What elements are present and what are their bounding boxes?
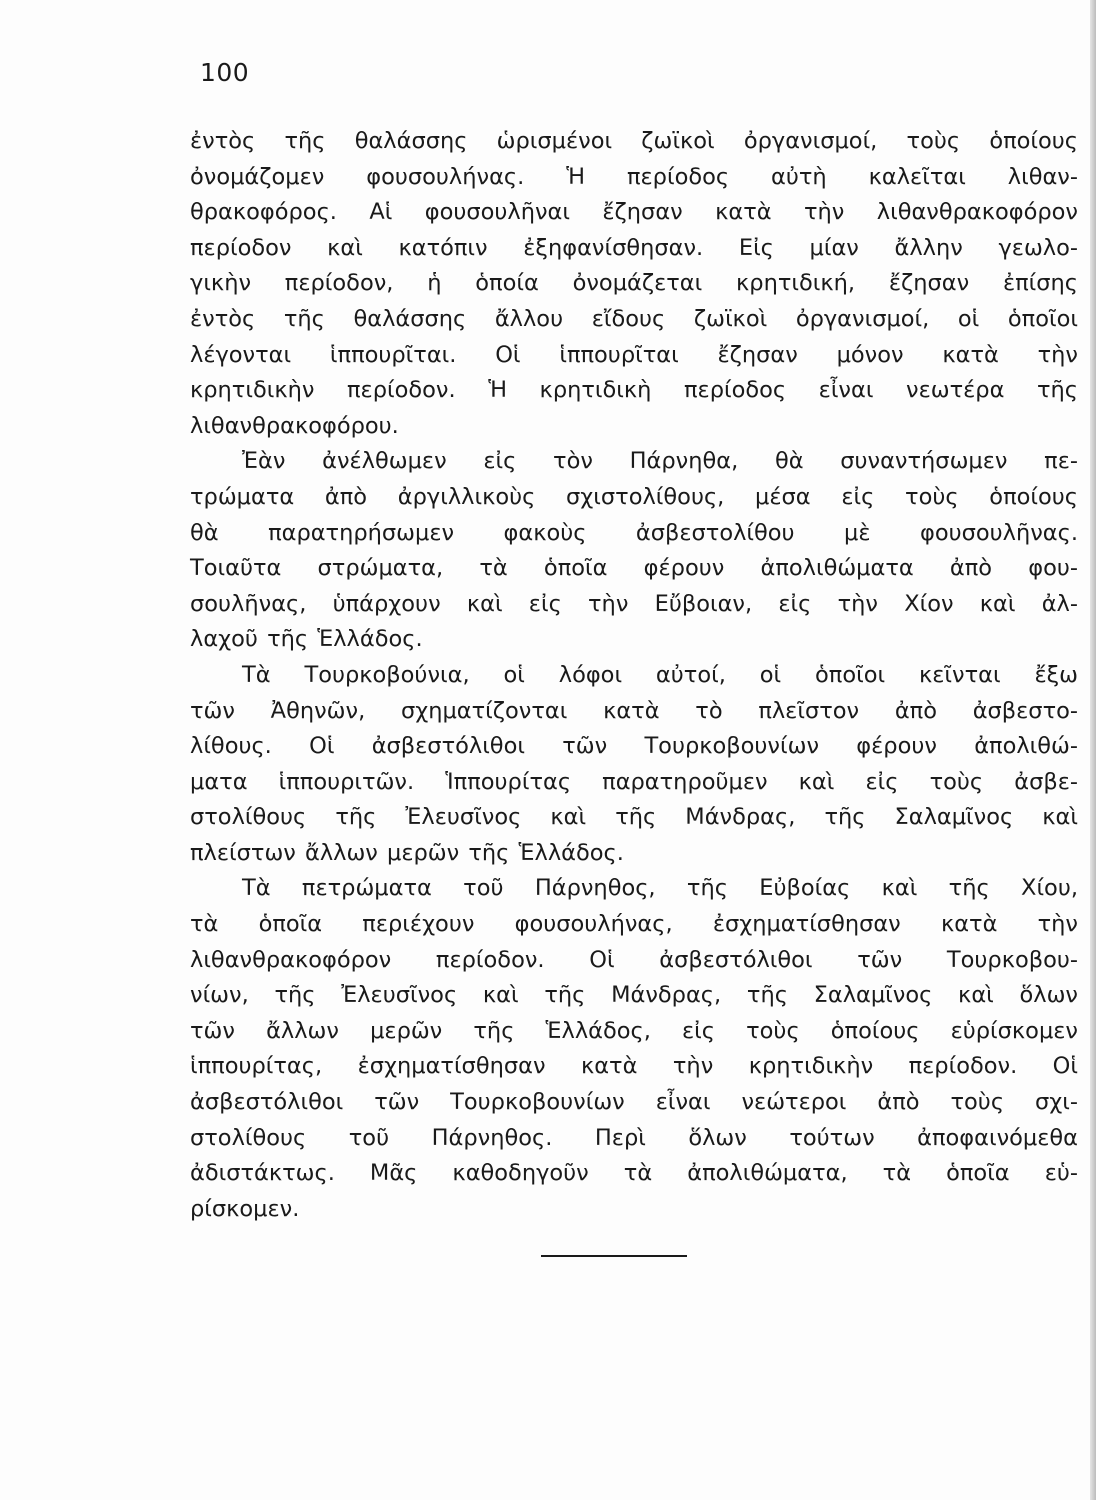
text-line: ἀσβεστόλιθοι τῶν Τουρκοβουνίων εἶναι νεώτεροι ἀπὸ τοὺς σχι- bbox=[190, 1089, 1078, 1116]
text-line: ματα ἱππουριτῶν. Ἱππουρίτας παρατηροῦμεν καὶ εἰς τοὺς ἀσβε- bbox=[190, 768, 1078, 795]
text-line: λίθους. Οἱ ἀσβεστόλιθοι τῶν Τουρκοβουνίων φέρουν ἀπολιθώ- bbox=[190, 733, 1078, 760]
text-line: Τοιαῦτα στρώματα, τὰ ὁποῖα φέρουν ἀπολιθώματα ἀπὸ φου- bbox=[190, 555, 1078, 582]
body-text bbox=[190, 124, 1078, 1227]
text-line: λαχοῦ τῆς Ἑλλάδος. bbox=[190, 626, 423, 653]
page-edge-shadow bbox=[1090, 0, 1096, 1500]
text-line: στολίθους τοῦ Πάρνηθος. Περὶ ὅλων τούτων ἀποφαινόμεθα bbox=[190, 1124, 1078, 1151]
text-line: τῶν Ἀθηνῶν, σχηματίζονται κατὰ τὸ πλεῖστον ἀπὸ ἀσβεστο- bbox=[190, 697, 1078, 724]
text-line: πλείστων ἄλλων μερῶν τῆς Ἑλλάδος. bbox=[190, 839, 624, 866]
text-line: ὀνομάζομεν φουσουλήνας. Ἡ περίοδος αὐτὴ καλεῖται λιθαν- bbox=[190, 163, 1078, 190]
section-end-rule bbox=[541, 1255, 687, 1257]
text-line: θὰ παρατηρήσωμεν φακοὺς ἀσβεστολίθου μὲ φουσουλῆνας. bbox=[190, 519, 1078, 546]
text-line: λέγονται ἱππουρῖται. Οἱ ἱππουρῖται ἔζησαν μόνον κατὰ τὴν bbox=[190, 341, 1078, 368]
text-line: νίων, τῆς Ἐλευσῖνος καὶ τῆς Μάνδρας, τῆς Σαλαμῖνος καὶ ὅλων bbox=[190, 982, 1078, 1009]
text-line: τῶν ἄλλων μερῶν τῆς Ἑλλάδος, εἰς τοὺς ὁποίους εὑρίσκομεν bbox=[190, 1017, 1078, 1044]
text-line: κρητιδικὴν περίοδον. Ἡ κρητιδικὴ περίοδος εἶναι νεωτέρα τῆς bbox=[190, 377, 1078, 404]
text-line: ἀδιστάκτως. Μᾶς καθοδηγοῦν τὰ ἀπολιθώματα, τὰ ὁποῖα εὑ- bbox=[190, 1160, 1078, 1187]
text-line: περίοδον καὶ κατόπιν ἐξηφανίσθησαν. Εἰς μίαν ἄλλην γεωλο- bbox=[190, 234, 1078, 261]
text-line: λιθανθρακοφόρου. bbox=[190, 412, 399, 439]
text-line: τὰ ὁποῖα περιέχουν φουσουλήνας, ἐσχηματίσθησαν κατὰ τὴν bbox=[190, 911, 1078, 938]
page-number: 100 bbox=[200, 58, 250, 87]
paragraph-first-line: Ἐὰν ἀνέλθωμεν εἰς τὸν Πάρνηθα, θὰ συναντήσωμεν πε- bbox=[242, 448, 1078, 475]
text-line: τρώματα ἀπὸ ἀργιλλικοὺς σχιστολίθους, μέσα εἰς τοὺς ὁποίους bbox=[190, 483, 1078, 510]
text-line: γικὴν περίοδον, ἡ ὁποία ὀνομάζεται κρητιδική, ἔζησαν ἐπίσης bbox=[190, 270, 1078, 297]
paragraph-first-line: Τὰ πετρώματα τοῦ Πάρνηθος, τῆς Εὐβοίας καὶ τῆς Χίου, bbox=[242, 875, 1078, 902]
text-line: ἐντὸς τῆς θαλάσσης ἄλλου εἴδους ζωϊκοὶ ὀργανισμοί, οἱ ὁποῖοι bbox=[190, 305, 1078, 332]
text-line: ρίσκομεν. bbox=[190, 1195, 300, 1222]
paragraph-first-line: Τὰ Τουρκοβούνια, οἱ λόφοι αὐτοί, οἱ ὁποῖοι κεῖνται ἔξω bbox=[242, 661, 1078, 688]
text-line: στολίθους τῆς Ἐλευσῖνος καὶ τῆς Μάνδρας, τῆς Σαλαμῖνος καὶ bbox=[190, 804, 1078, 831]
text-line: λιθανθρακοφόρον περίοδον. Οἱ ἀσβεστόλιθοι τῶν Τουρκοβου- bbox=[190, 946, 1078, 973]
text-line: ἐντὸς τῆς θαλάσσης ὡρισμένοι ζωϊκοὶ ὀργανισμοί, τοὺς ὁποίους bbox=[190, 128, 1078, 154]
text-line: ἱππουρίτας, ἐσχηματίσθησαν κατὰ τὴν κρητιδικὴν περίοδον. Οἱ bbox=[190, 1053, 1078, 1080]
text-line: θρακοφόρος. Αἱ φουσουλῆναι ἔζησαν κατὰ τὴν λιθανθρακοφόρον bbox=[190, 199, 1078, 226]
text-line: σουλῆνας, ὑπάρχουν καὶ εἰς τὴν Εὔβοιαν, εἰς τὴν Χίον καὶ ἀλ- bbox=[190, 590, 1078, 617]
